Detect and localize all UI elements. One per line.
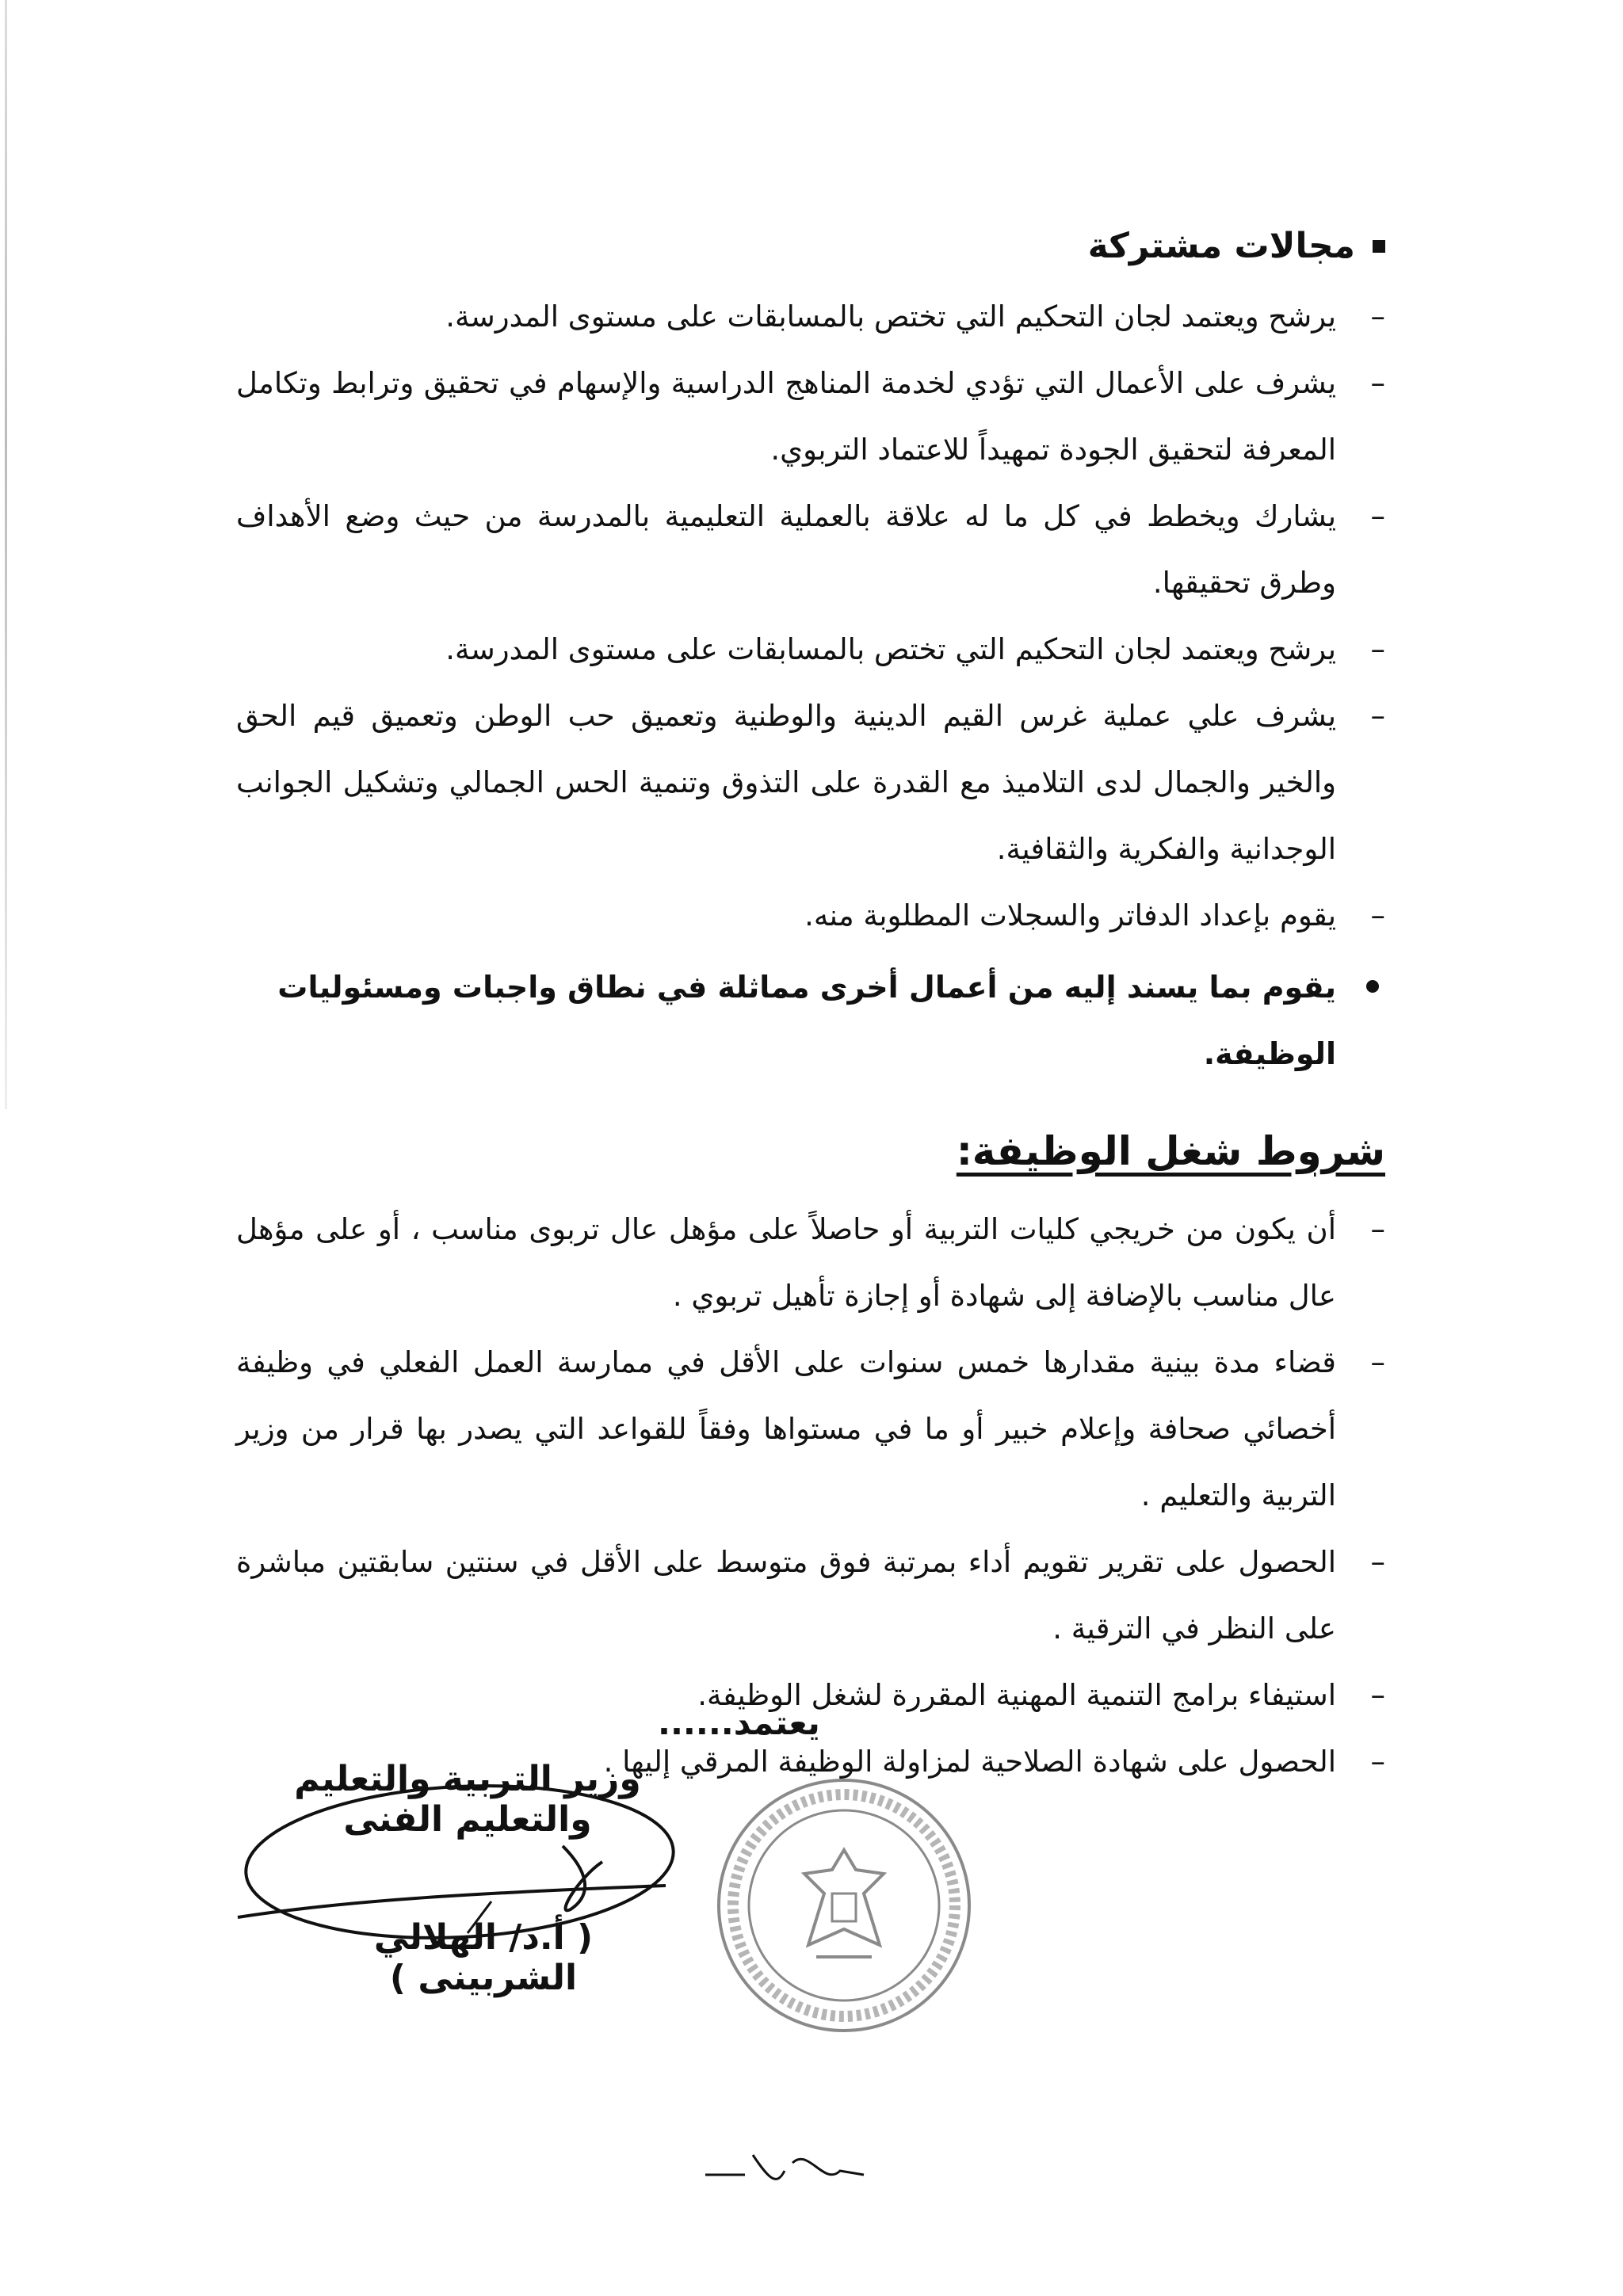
dash-marker: –: [1370, 1545, 1385, 1579]
list-item-text: الحصول على شهادة الصلاحية لمزاولة الوظيفة المرقي إليها .: [603, 1745, 1336, 1779]
shared-section-heading-text: مجالات مشتركة: [1087, 226, 1355, 266]
square-bullet-icon: [1373, 240, 1385, 253]
dash-marker: –: [1370, 499, 1385, 533]
list-item: [236, 1196, 1385, 1329]
minister-title: وزير التربية والتعليم والتعليم الفنى: [294, 1759, 641, 1840]
list-item-text: يقوم بإعداد الدفاتر والسجلات المطلوبة منه.: [804, 898, 1336, 933]
list-item: [236, 284, 1385, 350]
list-item-text: الحصول على تقرير تقويم أداء بمرتبة فوق متوسط على الأقل في سنتين سابقتين مباشرة على النظر في الترقية .: [236, 1545, 1336, 1646]
list-item-text: يشرف علي عملية غرس القيم الدينية والوطنية وتعميق حب الوطن وتعميق قيم الحق والخير والجمال لدى التلاميذ مع القدرة على التذوق وتنمية الحس الجمالي وتشكيل الجوانب الوجدانية والفكرية والثقافية.: [236, 699, 1336, 866]
list-item: [236, 616, 1385, 683]
conditions-heading: شروط شغل الوظيفة:: [956, 1128, 1385, 1174]
dash-marker: –: [1370, 366, 1385, 400]
official-seal-stamp: [713, 1775, 975, 2036]
list-item-text: أن يكون من خريجي كليات التربية أو حاصلاً على مؤهل عال تربوى مناسب ، أو على مؤهل عال مناسب بالإضافة إلى شهادة أو إجازة تأهيل تربوي .: [236, 1212, 1336, 1313]
shared-section-heading: [236, 226, 1385, 266]
approval-label: يعتمد......: [658, 1703, 820, 1742]
dash-marker: –: [1370, 632, 1385, 666]
bold-bullet-item: [236, 954, 1385, 1087]
handwritten-signature: [222, 1767, 713, 1989]
list-item: [236, 1329, 1385, 1529]
list-item: [236, 683, 1385, 883]
list-item-text: استيفاء برامج التنمية المهنية المقررة لشغل الوظيفة.: [697, 1678, 1336, 1712]
list-item-text: يرشح ويعتمد لجان التحكيم التي تختص بالمسابقات على مستوى المدرسة.: [445, 299, 1336, 334]
dash-marker: –: [1370, 898, 1385, 933]
dash-marker: –: [1370, 299, 1385, 334]
dash-marker: –: [1370, 1745, 1385, 1779]
list-item: [236, 350, 1385, 483]
bold-bullet-item-text: يقوم بما يسند إليه من أعمال أخرى مماثلة في نطاق واجبات ومسئوليات الوظيفة.: [277, 970, 1336, 1071]
dash-marker: –: [1370, 1345, 1385, 1379]
dash-marker: –: [1370, 1678, 1385, 1712]
scan-edge-line: [5, 0, 7, 1109]
dash-marker: –: [1370, 699, 1385, 733]
round-bullet-icon: [1366, 980, 1379, 993]
list-item-text: قضاء مدة بينية مقدارها خمس سنوات على الأقل في ممارسة العمل الفعلي في وظيفة أخصائي صحافة وإعلام خبير أو ما في مستواها وفقاً للقواعد التي يصدر بها قرار من وزير التربية والتعليم .: [236, 1345, 1336, 1512]
list-item: [236, 883, 1385, 949]
list-item: [236, 483, 1385, 616]
list-item-text: يشرف على الأعمال التي تؤدي لخدمة المناهج الدراسية والإسهام في تحقيق وترابط وتكامل المعرفة لتحقيق الجودة تمهيداً للاعتماد التربوي.: [236, 366, 1336, 467]
document-body: [236, 226, 1385, 1795]
list-item-text: يرشح ويعتمد لجان التحكيم التي تختص بالمسابقات على مستوى المدرسة.: [445, 632, 1336, 666]
handwritten-mark: [697, 2139, 872, 2203]
list-item: [236, 1529, 1385, 1662]
signatory-name: ( أ.د/ الهلالي الشربينى ): [373, 1917, 594, 1998]
list-item-text: يشارك ويخطط في كل ما له علاقة بالعملية التعليمية بالمدرسة من حيث وضع الأهداف وطرق تحقيقها.: [236, 499, 1336, 600]
dash-marker: –: [1370, 1212, 1385, 1246]
